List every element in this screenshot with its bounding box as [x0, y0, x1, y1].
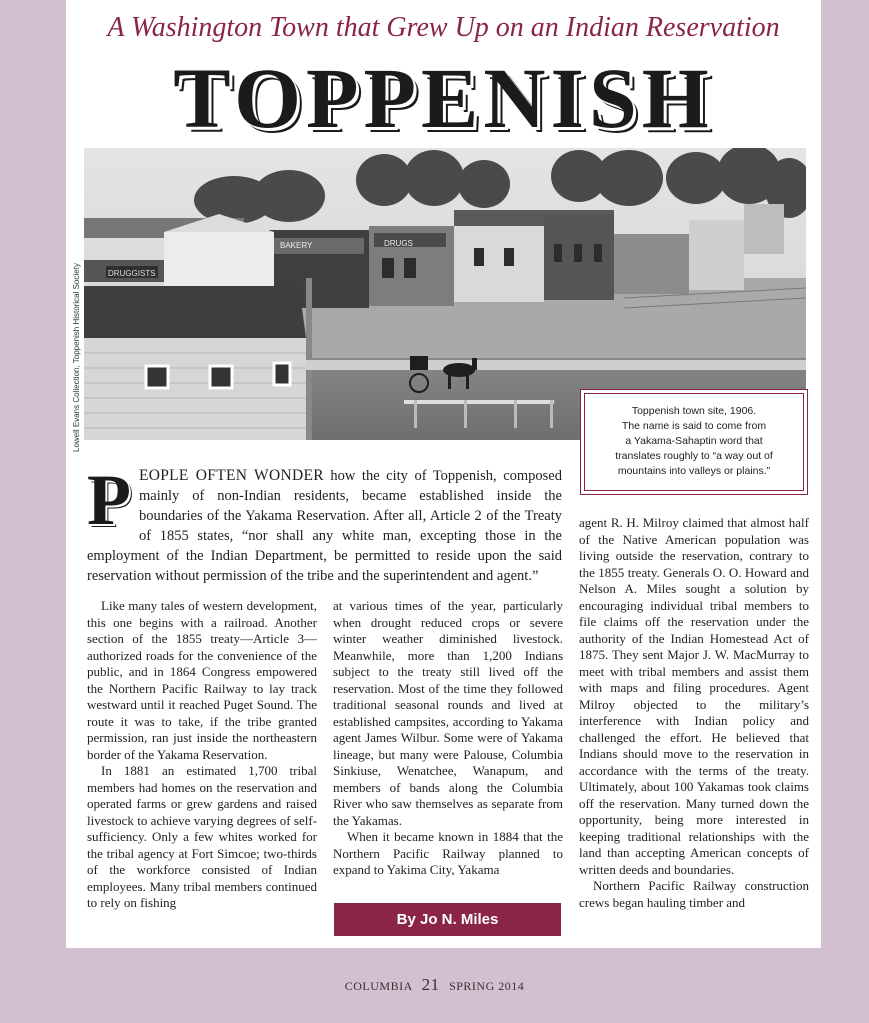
- author-byline: By Jo N. Miles: [334, 903, 561, 936]
- caption-line: a Yakama-Sahaptin word that: [625, 435, 763, 447]
- footer-issue: SPRING 2014: [449, 979, 525, 993]
- photo-caption-box: [584, 393, 804, 491]
- caption-line: Toppenish town site, 1906.: [631, 405, 757, 417]
- sign-druggists: DRUGGISTS: [108, 269, 156, 278]
- paragraph: agent R. H. Milroy claimed that almost half of the Native American population was living outside the reservation, contrary to the 1855 treaty. Generals O. O. Howard and Nelson A. Miles sought a solution by encouraging individual tribal members to file claims off the reservation under the authority of the Indian Homestead Act of 1875. They sent Major J. W. MacMurray to meet with tribal members and assist them with maps and filing procedures. Agent Milroy objected to the military’s interference with Indian policy and challenged the effort. He believed that Indians should move to the reservation in accordance with the terms of the treaty. Ultimately, about 100 Yakamas took claims off the reservation. Many turned down the opportunity, being more interested in keeping traditional relationships with the land than accepting American concepts of written deeds and boundaries.: [579, 515, 809, 877]
- article-subtitle: A Washington Town that Grew Up on an Indian Reservation: [107, 12, 780, 43]
- drop-cap: P: [87, 460, 131, 540]
- footer-magazine: COLUMBIA: [344, 979, 413, 993]
- article-title: TOPPENISH: [173, 50, 714, 146]
- column-1: [87, 598, 317, 912]
- column-3: [579, 515, 809, 911]
- photo-credit-text: Lowell Evans Collection, Toppenish Historical Society: [72, 263, 81, 452]
- paragraph: When it became known in 1884 that the Northern Pacific Railway planned to expand to Yakima City, Yakama: [333, 829, 563, 877]
- sign-bakery: BAKERY: [280, 241, 313, 250]
- paragraph: In 1881 an estimated 1,700 tribal members had homes on the reservation and operated farms or grew gardens and raised livestock to achieve varying degrees of self-sufficiency. Only a few whites worked for the tribal agency at Fort Simcoe; two-thirds of the workforce consisted of Indian employees. Many tribal members continued to rely on fishing: [87, 763, 317, 910]
- lead-paragraph-box: [87, 460, 562, 586]
- lead-smallcaps: EOPLE OFTEN WONDER: [138, 467, 324, 484]
- caption-line: translates roughly to “a way out of: [615, 450, 773, 462]
- lead-text: how the city of Toppenish, composed mainly of non-Indian residents, became established inside the boundaries of the Yakama Reservation. After all, Article 2 of the Treaty of 1855 states, “nor shall any white man, excepting those in the employment of the Indian Department, be permitted to reside upon the said reservation without permission of the tribe and the superintendent and agent.”: [87, 468, 562, 584]
- caption-line: The name is said to come from: [621, 420, 767, 432]
- column-2: [333, 598, 563, 879]
- photo-caption: [591, 404, 797, 479]
- paragraph: Northern Pacific Railway construction crews began hauling timber and: [579, 878, 809, 910]
- sign-drugs: DRUGS: [384, 239, 413, 248]
- footer-page-number: 21: [421, 975, 440, 994]
- paragraph: at various times of the year, particularly when drought reduced crops or severe winter weather diminished livestock. Meanwhile, more than 1,200 Indians subject to the treaty still lived off the reservation. Most of the time they followed traditional seasonal rounds and lived at established campsites, according to Yakama agent James Wilbur. Some were of Yakama lineage, but many were Palouse, Columbia Sinkiuse, Wenatchee, Wanapum, and members of bands along the Columbia River who saw themselves as separate from the Yakamas.: [333, 598, 563, 828]
- paragraph: Like many tales of western development, this one begins with a railroad. Another section of the 1855 treaty—Article 3—authorized roads for the convenience of the public, and in 1864 Congress empowered the Northern Pacific Railway to lay track westward until it reached Puget Sound. The route it was to take, if the tribe granted permission, ran just inside the northeastern border of the Yakama Reservation.: [87, 598, 317, 762]
- caption-line: mountains into valleys or plains.”: [617, 465, 771, 477]
- page-footer: [0, 975, 869, 995]
- lead-paragraph: [87, 460, 562, 586]
